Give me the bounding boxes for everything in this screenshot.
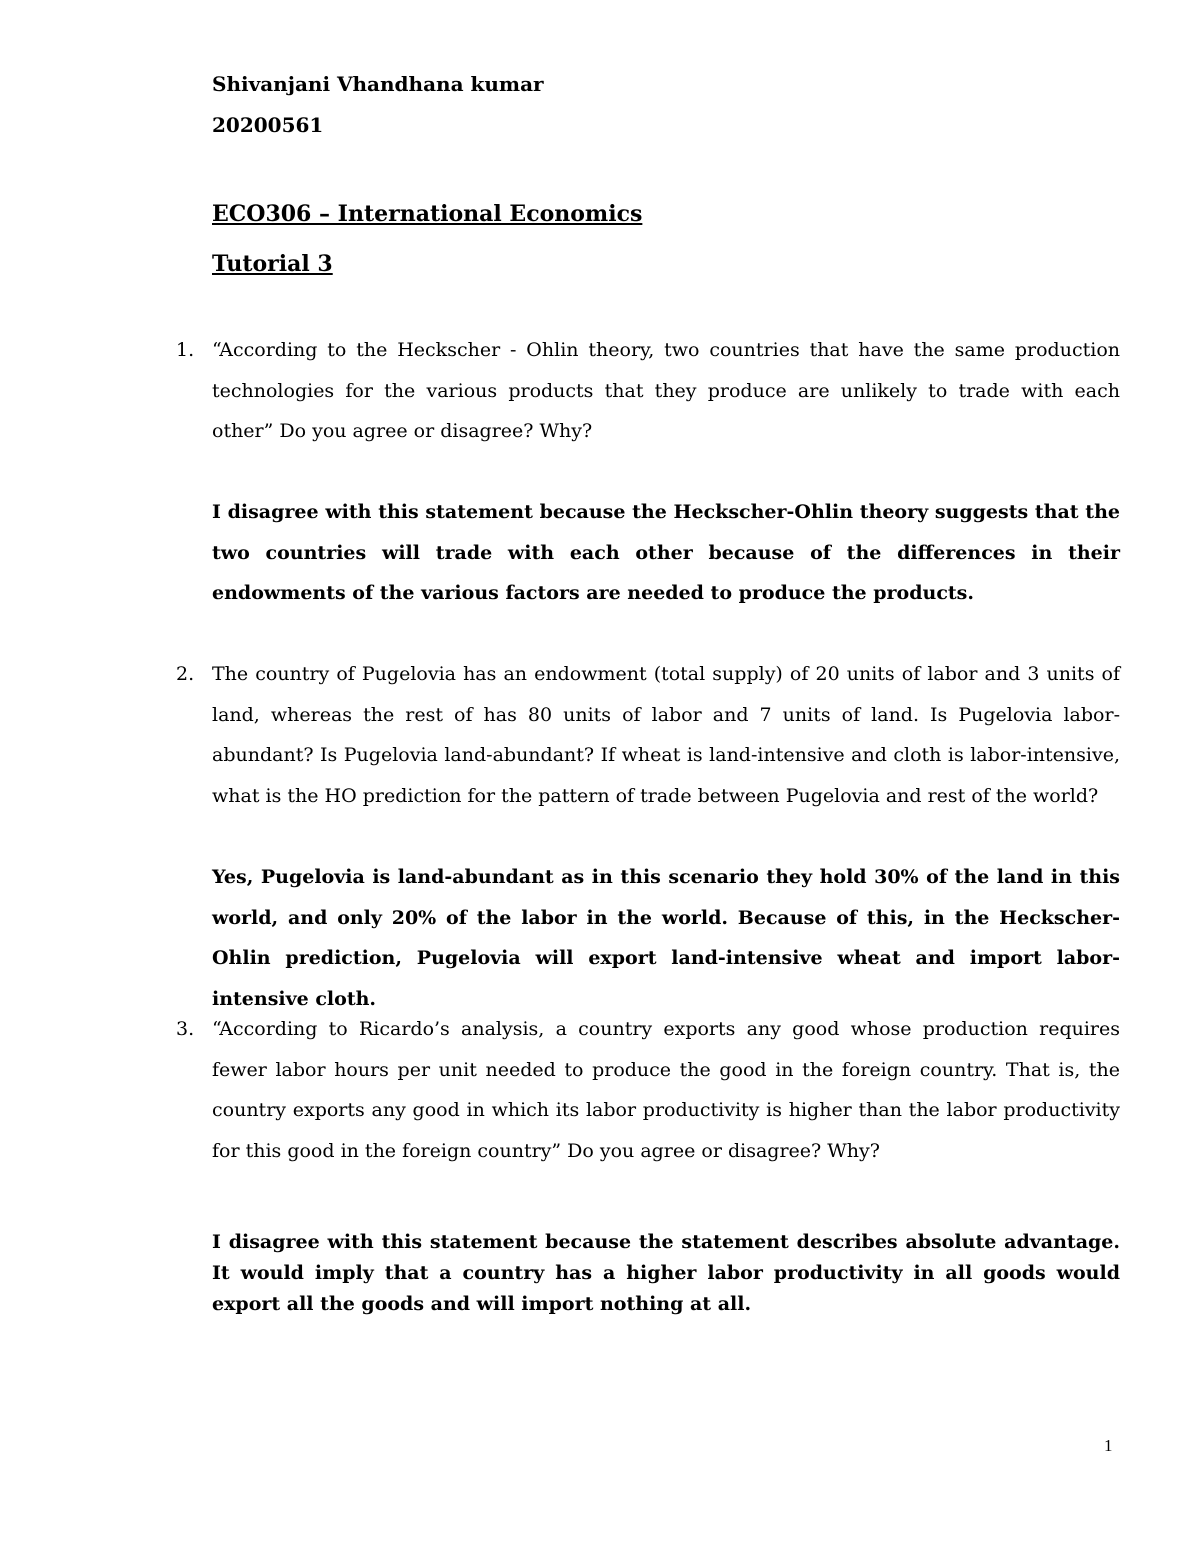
question-2-text: The country of Pugelovia has an endowment (total supply) of 20 units of labor and 3 units of land, whereas the rest of has 80 units of labor and 7 units of land. Is Pugelovia labor-abundant? Is Pugelovia land-abundant? If wheat is land-intensive and cloth is labor-intensive, what is the HO prediction for the pattern of trade between Pugelovia and rest of the world? (212, 663, 1120, 807)
question-1-number: 1. (176, 339, 195, 361)
answer-2-text: Yes, Pugelovia is land-abundant as in this scenario they hold 30% of the land in this world, and only 20% of the labor in the world. Because of this, in the Heckscher-Ohlin prediction, Pugelovia will export land-intensive wheat and import labor-intensive cloth. (212, 866, 1120, 1010)
student-id: 20200561 (212, 113, 324, 137)
answer-3-text: I disagree with this statement because the statement describes absolute advantage. It would imply that a country has a higher labor productivity in all goods would export all the goods and will import nothing at all. (212, 1231, 1120, 1315)
question-3-text: “According to Ricardo’s analysis, a country exports any good whose production requires fewer labor hours per unit needed to produce the good in the foreign country. That is, the country exports any good in which its labor productivity is higher than the labor productivity for this good in the foreign country” Do you agree or disagree? Why? (212, 1018, 1120, 1162)
question-2-number: 2. (176, 663, 195, 685)
author-name: Shivanjani Vhandhana kumar (212, 72, 544, 96)
answer-1-text: I disagree with this statement because the Heckscher-Ohlin theory suggests that the two countries will trade with each other because of the differences in their endowments of the various factors are needed to produce the products. (212, 501, 1120, 604)
question-1-text: “According to the Heckscher - Ohlin theory, two countries that have the same production technologies for the various products that they produce are unlikely to trade with each other” Do you agree or disagree? Why? (212, 339, 1120, 442)
question-3-number: 3. (176, 1018, 195, 1040)
tutorial-title: Tutorial 3 (212, 251, 333, 277)
page-number: 1 (1104, 1436, 1113, 1455)
course-title: ECO306 – International Economics (212, 201, 643, 227)
